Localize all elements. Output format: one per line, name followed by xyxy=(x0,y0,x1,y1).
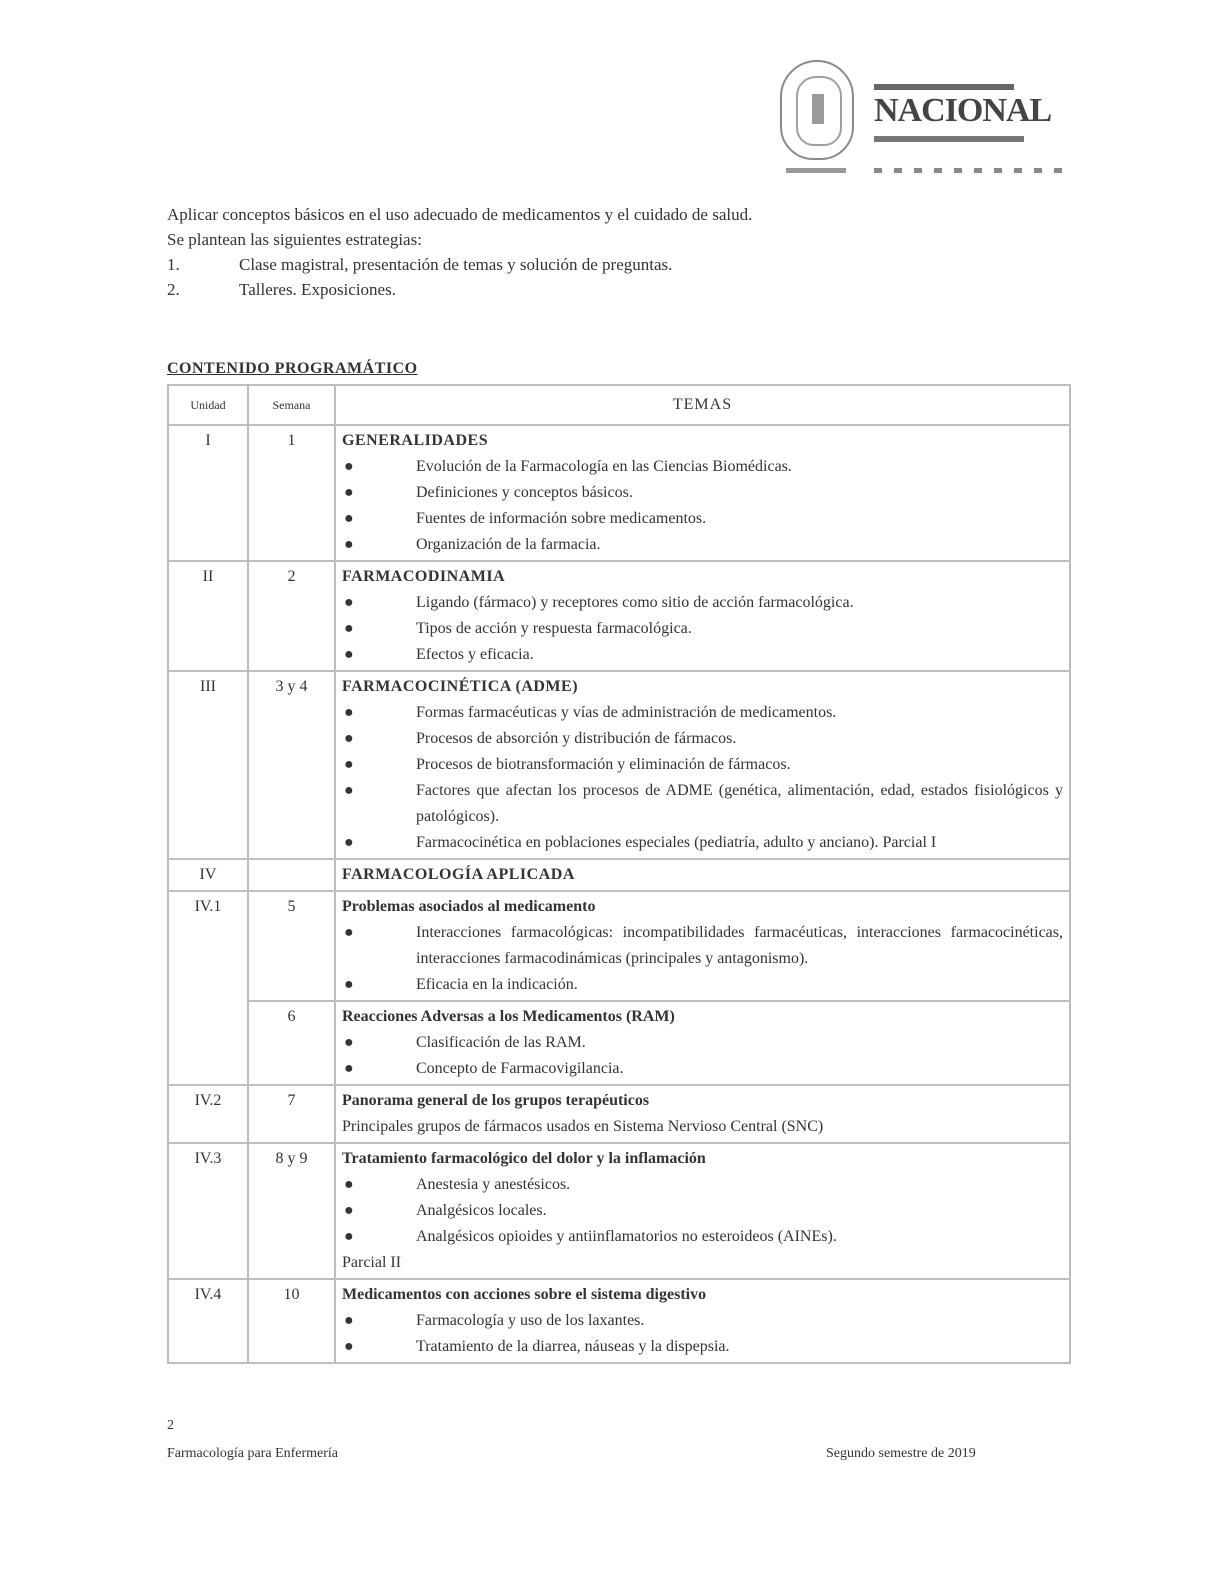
cell-unidad: III xyxy=(168,671,248,859)
bullet-text: Tipos de acción y respuesta farmacológica. xyxy=(416,620,692,637)
topic-title: Medicamentos con acciones sobre el sistema digestivo xyxy=(342,1286,707,1303)
intro-line-2: Se plantean las siguientes estrategias: xyxy=(167,230,422,249)
topic-title: FARMACOLOGÍA APLICADA xyxy=(342,866,575,883)
bullet-icon: ● xyxy=(344,536,354,553)
bullet-text: Analgésicos opioides y antiinflamatorios no esteroideos (AINEs). xyxy=(416,1228,837,1245)
bullet-item xyxy=(342,700,1063,726)
bullet-icon: ● xyxy=(344,1338,354,1355)
bullet-text: Evolución de la Farmacología en las Ciencias Biomédicas. xyxy=(416,458,792,475)
bullet-item xyxy=(342,1030,1063,1056)
bullet-text: Analgésicos locales. xyxy=(416,1202,547,1219)
topic-title: GENERALIDADES xyxy=(342,432,489,449)
cell-unidad: I xyxy=(168,425,248,561)
topic-tail: Parcial II xyxy=(342,1254,402,1271)
content-table xyxy=(167,384,1071,1364)
bullet-item xyxy=(342,642,1063,668)
bullet-icon: ● xyxy=(344,730,354,747)
bullet-text: Formas farmacéuticas y vías de administración de medicamentos. xyxy=(416,704,837,721)
bullet-icon: ● xyxy=(344,1312,354,1329)
strategy-text: Clase magistral, presentación de temas y solución de preguntas. xyxy=(239,255,673,274)
cell-semana: 8 y 9 xyxy=(248,1143,335,1279)
cell-semana: 2 xyxy=(248,561,335,671)
cell-temas xyxy=(335,671,1070,859)
cell-temas xyxy=(335,1085,1070,1143)
strategy-item xyxy=(167,277,1052,302)
table-row xyxy=(168,1085,1070,1143)
bullet-icon: ● xyxy=(344,1176,354,1193)
logo-tagline-left xyxy=(786,168,846,173)
bullet-item xyxy=(342,454,1063,480)
cell-unidad: IV.4 xyxy=(168,1279,248,1363)
bullet-text: Concepto de Farmacovigilancia. xyxy=(416,1060,624,1077)
strategy-item xyxy=(167,252,1052,277)
bullet-item xyxy=(342,920,1063,972)
cell-unidad: IV.2 xyxy=(168,1085,248,1143)
cell-unidad: II xyxy=(168,561,248,671)
cell-semana xyxy=(248,859,335,891)
bullet-icon: ● xyxy=(344,704,354,721)
logo-line-universidad xyxy=(874,84,1014,90)
logo-line-colombia xyxy=(874,136,1024,142)
table-row xyxy=(168,671,1070,859)
bullet-item xyxy=(342,1308,1063,1334)
bullet-icon: ● xyxy=(344,484,354,501)
topic-title: Tratamiento farmacológico del dolor y la inflamación xyxy=(342,1150,706,1167)
footer-semester: Segundo semestre de 2019 xyxy=(826,1446,976,1461)
bullet-icon: ● xyxy=(344,1202,354,1219)
bullet-text: Farmacología y uso de los laxantes. xyxy=(416,1312,645,1329)
cell-unidad: IV xyxy=(168,859,248,891)
bullet-icon: ● xyxy=(344,458,354,475)
bullet-text: Fuentes de información sobre medicamentos. xyxy=(416,510,707,527)
header-temas: TEMAS xyxy=(335,385,1070,425)
cell-temas xyxy=(335,891,1070,1001)
cell-semana: 1 xyxy=(248,425,335,561)
bullet-item xyxy=(342,726,1063,752)
bullet-item xyxy=(342,1334,1063,1360)
bullet-item xyxy=(342,1198,1063,1224)
bullet-icon: ● xyxy=(344,594,354,611)
footer-course-name: Farmacología para Enfermería xyxy=(167,1446,339,1461)
bullet-item xyxy=(342,1172,1063,1198)
bullet-icon: ● xyxy=(344,646,354,663)
bullet-text: Procesos de biotransformación y eliminación de fármacos. xyxy=(416,756,791,773)
bullet-icon: ● xyxy=(344,620,354,637)
bullet-item xyxy=(342,972,1063,998)
intro-text xyxy=(167,202,1052,302)
bullet-item xyxy=(342,1056,1063,1082)
bullet-icon: ● xyxy=(344,1060,354,1077)
table-header-row xyxy=(168,385,1070,425)
bullet-icon: ● xyxy=(344,834,354,851)
bullet-item xyxy=(342,752,1063,778)
bullet-text: Efectos y eficacia. xyxy=(416,646,534,663)
topic-text: Principales grupos de fármacos usados en Sistema Nervioso Central (SNC) xyxy=(342,1118,824,1135)
bullet-icon: ● xyxy=(344,924,354,941)
bullet-text: Clasificación de las RAM. xyxy=(416,1034,586,1051)
bullet-text: Anestesia y anestésicos. xyxy=(416,1176,571,1193)
section-title: CONTENIDO PROGRAMÁTICO xyxy=(167,360,418,377)
strategy-number: 1. xyxy=(167,255,180,274)
bullet-item xyxy=(342,506,1063,532)
bullet-text: Factores que afectan los procesos de ADME (genética, alimentación, edad, estados fisiológicos y patológicos). xyxy=(416,782,1063,825)
university-seal-icon xyxy=(780,60,854,160)
topic-title: FARMACOCINÉTICA (ADME) xyxy=(342,678,579,695)
cell-temas xyxy=(335,859,1070,891)
cell-semana: 10 xyxy=(248,1279,335,1363)
page-number: 2 xyxy=(167,1418,174,1433)
bullet-icon: ● xyxy=(344,1034,354,1051)
bullet-icon: ● xyxy=(344,782,354,799)
strategy-text: Talleres. Exposiciones. xyxy=(239,280,396,299)
table-row xyxy=(168,859,1070,891)
bullet-item xyxy=(342,778,1063,830)
topic-title: Reacciones Adversas a los Medicamentos (RAM) xyxy=(342,1008,675,1025)
cell-semana: 3 y 4 xyxy=(248,671,335,859)
cell-temas xyxy=(335,1001,1070,1085)
university-logo xyxy=(778,58,1068,176)
bullet-item xyxy=(342,616,1063,642)
bullet-item xyxy=(342,532,1063,558)
strategy-number: 2. xyxy=(167,280,180,299)
cell-temas xyxy=(335,1143,1070,1279)
cell-semana: 7 xyxy=(248,1085,335,1143)
cell-unidad: IV.3 xyxy=(168,1143,248,1279)
cell-semana: 6 xyxy=(248,1001,335,1085)
bullet-text: Tratamiento de la diarrea, náuseas y la dispepsia. xyxy=(416,1338,730,1355)
bullet-text: Procesos de absorción y distribución de fármacos. xyxy=(416,730,737,747)
bullet-item xyxy=(342,480,1063,506)
bullet-item xyxy=(342,830,1063,856)
table-row xyxy=(168,1143,1070,1279)
bullet-text: Eficacia en la indicación. xyxy=(416,976,578,993)
logo-wordmark: NACIONAL xyxy=(874,92,1052,129)
cell-semana: 5 xyxy=(248,891,335,1001)
table-row xyxy=(168,1001,1070,1085)
bullet-item xyxy=(342,1224,1063,1250)
bullet-icon: ● xyxy=(344,1228,354,1245)
table-row xyxy=(168,1279,1070,1363)
bullet-icon: ● xyxy=(344,756,354,773)
table-row xyxy=(168,891,1070,1001)
bullet-text: Farmacocinética en poblaciones especiales (pediatría, adulto y anciano). Parcial I xyxy=(416,834,937,851)
bullet-item xyxy=(342,590,1063,616)
table-row xyxy=(168,561,1070,671)
bullet-icon: ● xyxy=(344,976,354,993)
bullet-text: Organización de la farmacia. xyxy=(416,536,601,553)
header-semana: Semana xyxy=(248,385,335,425)
cell-temas xyxy=(335,1279,1070,1363)
cell-unidad: IV.1 xyxy=(168,891,248,1085)
bullet-text: Interacciones farmacológicas: incompatibilidades farmacéuticas, interacciones farmacocinéticas, interacciones farmacodinámicas (principales y antagonismo). xyxy=(416,924,1063,967)
bullet-text: Definiciones y conceptos básicos. xyxy=(416,484,633,501)
cell-temas xyxy=(335,561,1070,671)
header-unidad: Unidad xyxy=(168,385,248,425)
topic-title: FARMACODINAMIA xyxy=(342,568,506,585)
cell-temas xyxy=(335,425,1070,561)
table-row xyxy=(168,425,1070,561)
bullet-text: Ligando (fármaco) y receptores como sitio de acción farmacológica. xyxy=(416,594,854,611)
topic-title: Problemas asociados al medicamento xyxy=(342,898,596,915)
logo-tagline-right xyxy=(874,168,1062,173)
topic-title: Panorama general de los grupos terapéuticos xyxy=(342,1092,650,1109)
intro-line-1: Aplicar conceptos básicos en el uso adecuado de medicamentos y el cuidado de salud. xyxy=(167,205,753,224)
bullet-icon: ● xyxy=(344,510,354,527)
